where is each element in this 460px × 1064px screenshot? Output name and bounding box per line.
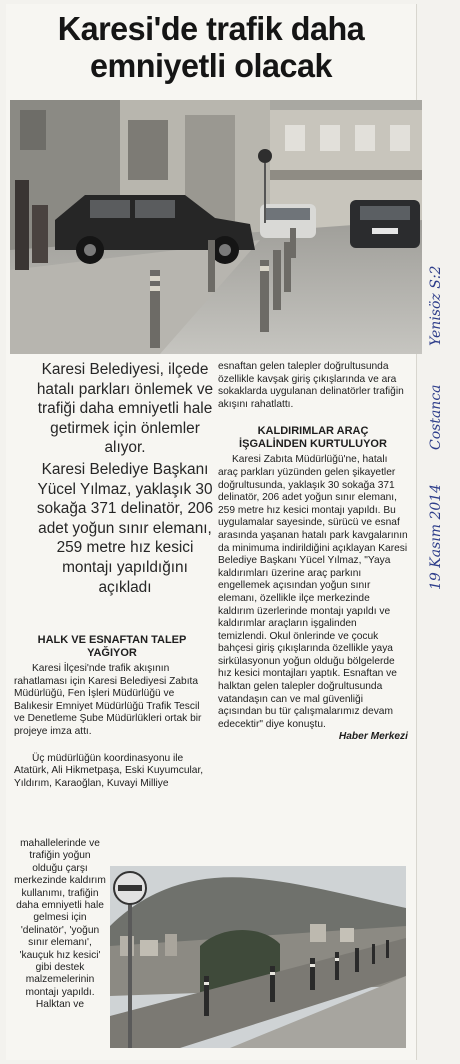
headline-line-2: emniyetli olacak — [89, 47, 333, 84]
subhead-halk-esnaf — [14, 634, 210, 659]
subhead-line-1: HALK VE ESNAFTAN TALEP — [37, 634, 187, 646]
subhead-line-2: YAĞIYOR — [87, 646, 137, 659]
byline-row — [218, 731, 408, 744]
left-column — [14, 634, 210, 790]
left-paragraph-1: Karesi İlçesi'nde trafik akışının rahatlaması için Karesi Belediyesi Zabıta Müdürlüğü, Fen İşleri Müdürlüğü ve Balıkesir Emniyet Müdürlüğü Trafik Tescil ve Denetleme Şube Müdürlükleri ortak bir projeye imza attı. — [14, 663, 202, 737]
article-lede — [36, 360, 214, 599]
right-paragraph-1: esnaftan gelen talepler doğrultusunda özellikle kavşak giriş çıkışlarında ve ara sokaklarda uygulanan delinatörler trafiğin akışını rahatlattı. — [218, 361, 404, 410]
handwritten-margin-note — [418, 265, 458, 620]
hillside-road-photo — [110, 866, 406, 1048]
headline — [10, 10, 412, 84]
lede-paragraph-1: Karesi Belediyesi, ilçede hatalı parkları önlemek ve trafiği daha emniyetli hale getirmek için önlemler alıyor. — [36, 361, 214, 457]
headline-line-1: Karesi'de trafik daha — [57, 10, 365, 47]
margin-note-source: Yenisöz S:2 — [428, 265, 444, 346]
right-column — [218, 361, 408, 744]
margin-note-date: 19 Kasım 2014 — [428, 483, 444, 590]
subhead-line-2: İŞGALİNDEN KURTULUYOR — [239, 437, 387, 450]
left-paragraph-2-cont: mahallelerinde ve trafiğin yoğun olduğu çarşı merkezinde kaldırım kullanımı, trafiğin daha emniyetli hale gelmesi için 'delinatör', 'yoğun sınır elemanı', 'kauçuk hız kesici' gibi destek malzemelerinin montajı yapıldı. Halktan ve — [14, 838, 106, 1011]
left-column-narrow — [14, 838, 106, 1012]
byline: Haber Merkezi — [338, 731, 408, 743]
left-paragraph-2: Üç müdürlüğün koordinasyonu ile Atatürk, Ali Hikmetpaşa, Eski Kuyumcular, Yıldırım, Karaoğlan, Kuvayi Milliye — [14, 752, 204, 789]
margin-note-publication: Costanca — [428, 384, 444, 450]
subhead-line-1: KALDIRIMLAR ARAÇ — [257, 425, 369, 438]
newspaper-clipping — [6, 4, 416, 1060]
subhead-kaldirimlar — [218, 425, 408, 450]
lede-paragraph-2: Karesi Belediye Başkanı Yücel Yılmaz, yaklaşık 30 sokağa 371 delinatör, 206 adet yoğun sınır elemanı, 259 metre hız kesici montajı yapıldığını açıkladı — [36, 460, 214, 596]
street-parking-photo — [10, 100, 422, 354]
right-paragraph-2: Karesi Zabıta Müdürlüğü'ne, hatalı araç parkları yüzünden gelen şikayetler doğrultusunda, yaklaşık 30 sokağa 371 delinatör, 206 adet yoğun sınır elemanı, 259 metre hız kesici montajı yapıldı. Bu uygulamalar sayesinde, sürücü ve esnaf arasında yaşanan hatalı park kavgalarının da minimuma indirildiğini açıklayan Karesi Belediye Başkanı Yücel Yılmaz, "Yaya kaldırımları üzerine araç parkını engellemek açısından yoğun sınır elemanı, özellikle ilçe merkezinde kaldırım üzerlerinde montajı yapıldı ve kaldırımlar araçların işgalinden temizlendi. Okul önlerinde ve çocuk bahçesi giriş çıkışlarında özellikle yaya sirkülasyonun yoğun olduğu bölgelerde hız kesici montajları yaptık. Esnaftan ve halktan gelen talepler doğrultusunda vatandaşın can ve mal güvenliği açısından bu tür çalışmalarımız devam edecektir" diye konuştu. — [218, 454, 408, 730]
